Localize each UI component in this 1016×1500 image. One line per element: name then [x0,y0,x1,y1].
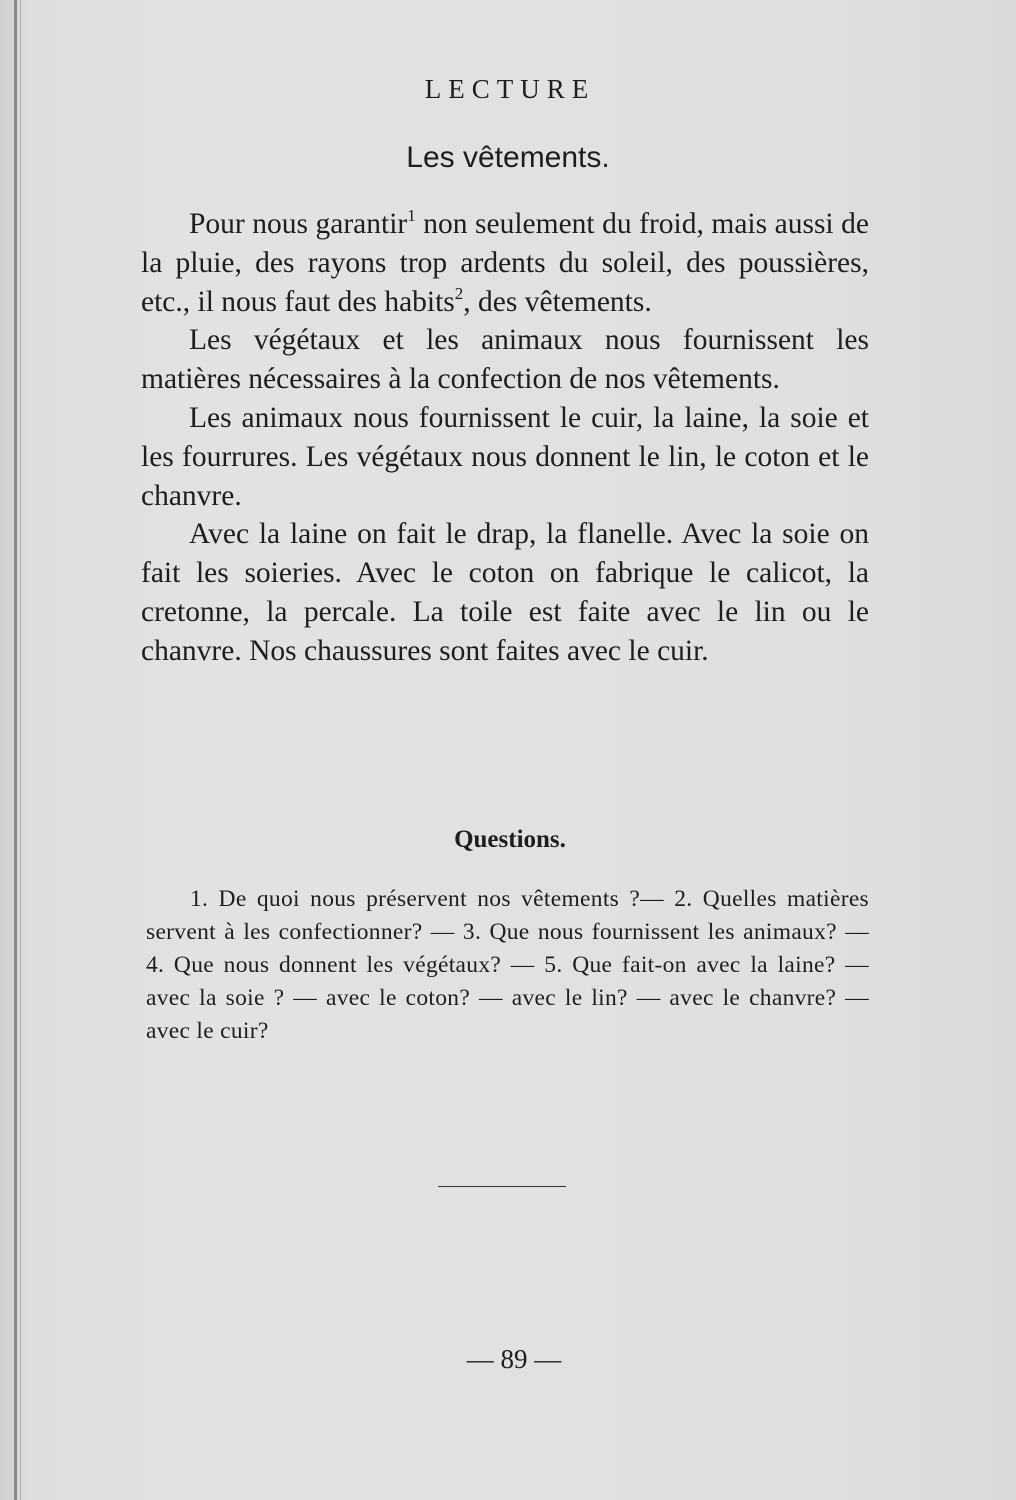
questions-text: 1. De quoi nous préservent nos vêtements ?— 2. Quelles matières servent à les confectionner? — 3. Que nous fournissent les animaux? — 4. Que nous donnent les végétaux? — 5. Que fait-on avec la laine? — avec la soie ? — avec le coton? — avec le lin? — avec le chanvre? — avec le cuir? [146,886,869,1044]
paragraph-2: Les végétaux et les animaux nous fournissent les matières nécessaires à la confection de nos vêtements. [141,324,869,396]
paragraph-1-part-b: non seulement du froid, mais aussi de la pluie, des rayons trop ardents du soleil, des poussières, etc., il nous faut des habits [141,208,869,318]
paragraph-3: Les animaux nous fournissent le cuir, la laine, la soie et les fourrures. Les végétaux nous donnent le lin, le coton et le chanvre. [141,401,869,512]
paragraph-1-part-a: Pour nous garantir [189,208,408,240]
footnote-marker-1: 1 [407,206,416,225]
page-spine-line [20,0,21,1500]
section-divider [438,1186,566,1187]
paragraph-4: Avec la laine on fait le drap, la flanelle. Avec la soie on fait les soieries. Avec le coton on fabrique le calicot, la cretonne, la percale. La toile est faite avec le lin ou le chanvre. Nos chaussures sont faites avec le cuir. [141,518,869,667]
lesson-title: Les vêtements. [406,141,610,174]
running-head: LECTURE [424,74,596,104]
footnote-marker-2: 2 [454,283,464,303]
questions-heading: Questions. [454,826,566,853]
reading-text [141,205,869,671]
paragraph-1-part-c: , des vêtements. [463,285,652,318]
page-number: — 89 — [466,1344,562,1374]
page-spine-edge [14,0,17,1500]
paragraph-1 [141,205,869,321]
